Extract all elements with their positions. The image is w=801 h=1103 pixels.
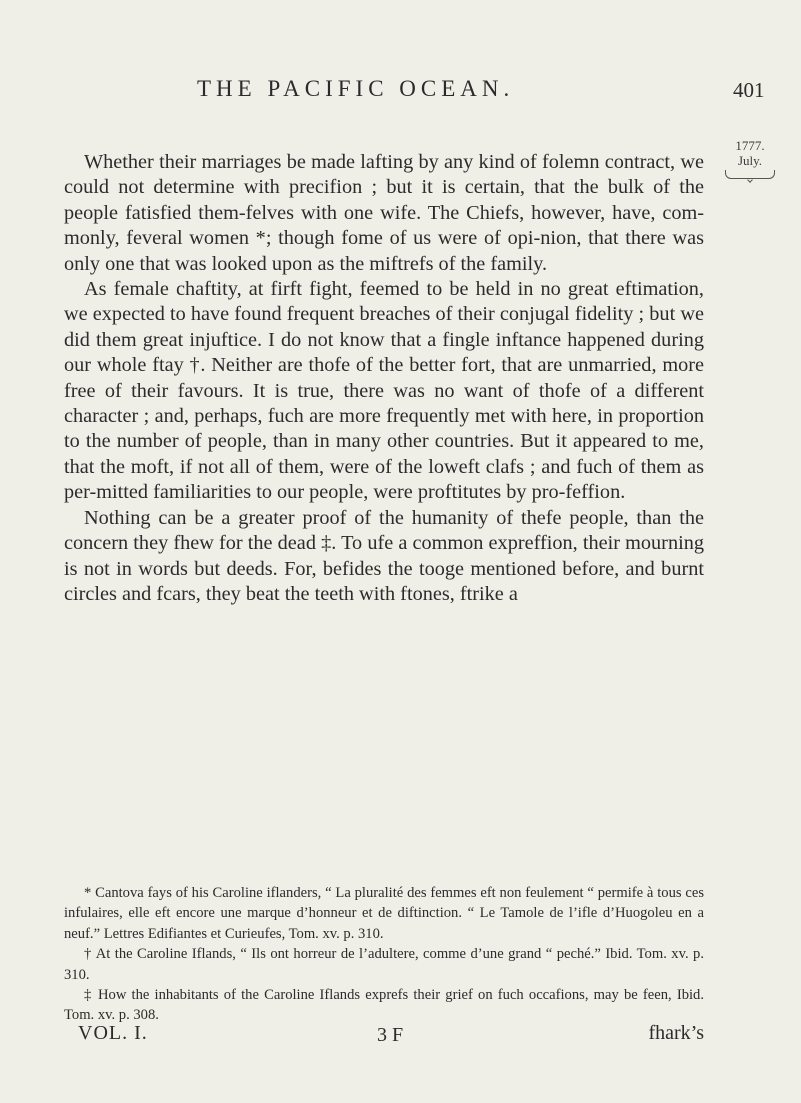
paragraph-chastity: As female chaftity, at firft fight, feemed to be held in no great eftimation, we expected to have found frequent breaches of their conjugal fidelity ; but we did them great injuftice. I do not know that a fingle inftance happened during our whole ftay †. Neither are thofe of the better fort, that are unmarried, more free of their favours. It is true, there was no want of thofe of a different character ; and, perhaps, fuch are more frequently met with here, in proportion to the number of people, than in many other countries. But it appeared to me, that the moft, if not all of them, were of the loweft clafs ; and fuch of them as per-mitted familiarities to our people, were proftitutes by pro-feffion. [64, 278, 704, 504]
footnote-asterisk: * Cantova fays of his Caroline iflanders, “ La pluralité des femmes eft non feulement “ permife à tous ces infulaires, elle eft encore une marque d’honneur et de diftinction. “ Le Tamole de l’ifle d’Huogoleu en a neuf.” Lettres Edifiantes et Curieufes, Tom. xv. p. 310. [64, 885, 704, 942]
paragraph-mourning: Nothing can be a greater proof of the humanity of thefe people, than the concern they fhew for the dead ‡. To ufe a common expreffion, their mourning is not in words but deeds. For, befides the tooge mentioned before, and burnt circles and fcars, they beat the teeth with ftones, ftrike a [64, 506, 704, 605]
margin-month: July. [737, 153, 763, 168]
page-number: 401 [733, 78, 765, 102]
brace-mark [725, 170, 775, 179]
catchword: fhark’s [648, 1022, 704, 1044]
running-title: THE PACIFIC OCEAN. [197, 76, 515, 101]
body-text [64, 150, 704, 607]
page-footer [64, 1022, 704, 1052]
volume-signature: VOL. I. [78, 1022, 148, 1044]
margin-year: 1777. [735, 138, 765, 153]
signature-mark: 3 F [377, 1024, 404, 1046]
footnote-double-dagger: ‡ How the inhabitants of the Caroline Iflands exprefs their grief on fuch occafions, may be feen, Ibid. Tom. xv. p. 308. [64, 987, 704, 1024]
footnote-dagger: † At the Caroline Iflands, “ Ils ont horreur de l’adultere, comme d’une grand “ peché.” Ibid. Tom. xv. p. 310. [64, 946, 704, 983]
paragraph-marriage: Whether their marriages be made lafting by any kind of folemn contract, we could not determine with precifion ; but it is certain, that the bulk of the people fatisfied them-felves with one wife. The Chiefs, however, have, com-monly, feveral women *; though fome of us were of opi-nion, that there was only one that was looked upon as the miftrefs of the family. [64, 151, 704, 275]
margin-date-note [720, 138, 780, 179]
page-header [0, 72, 801, 102]
footnotes [64, 883, 704, 1026]
